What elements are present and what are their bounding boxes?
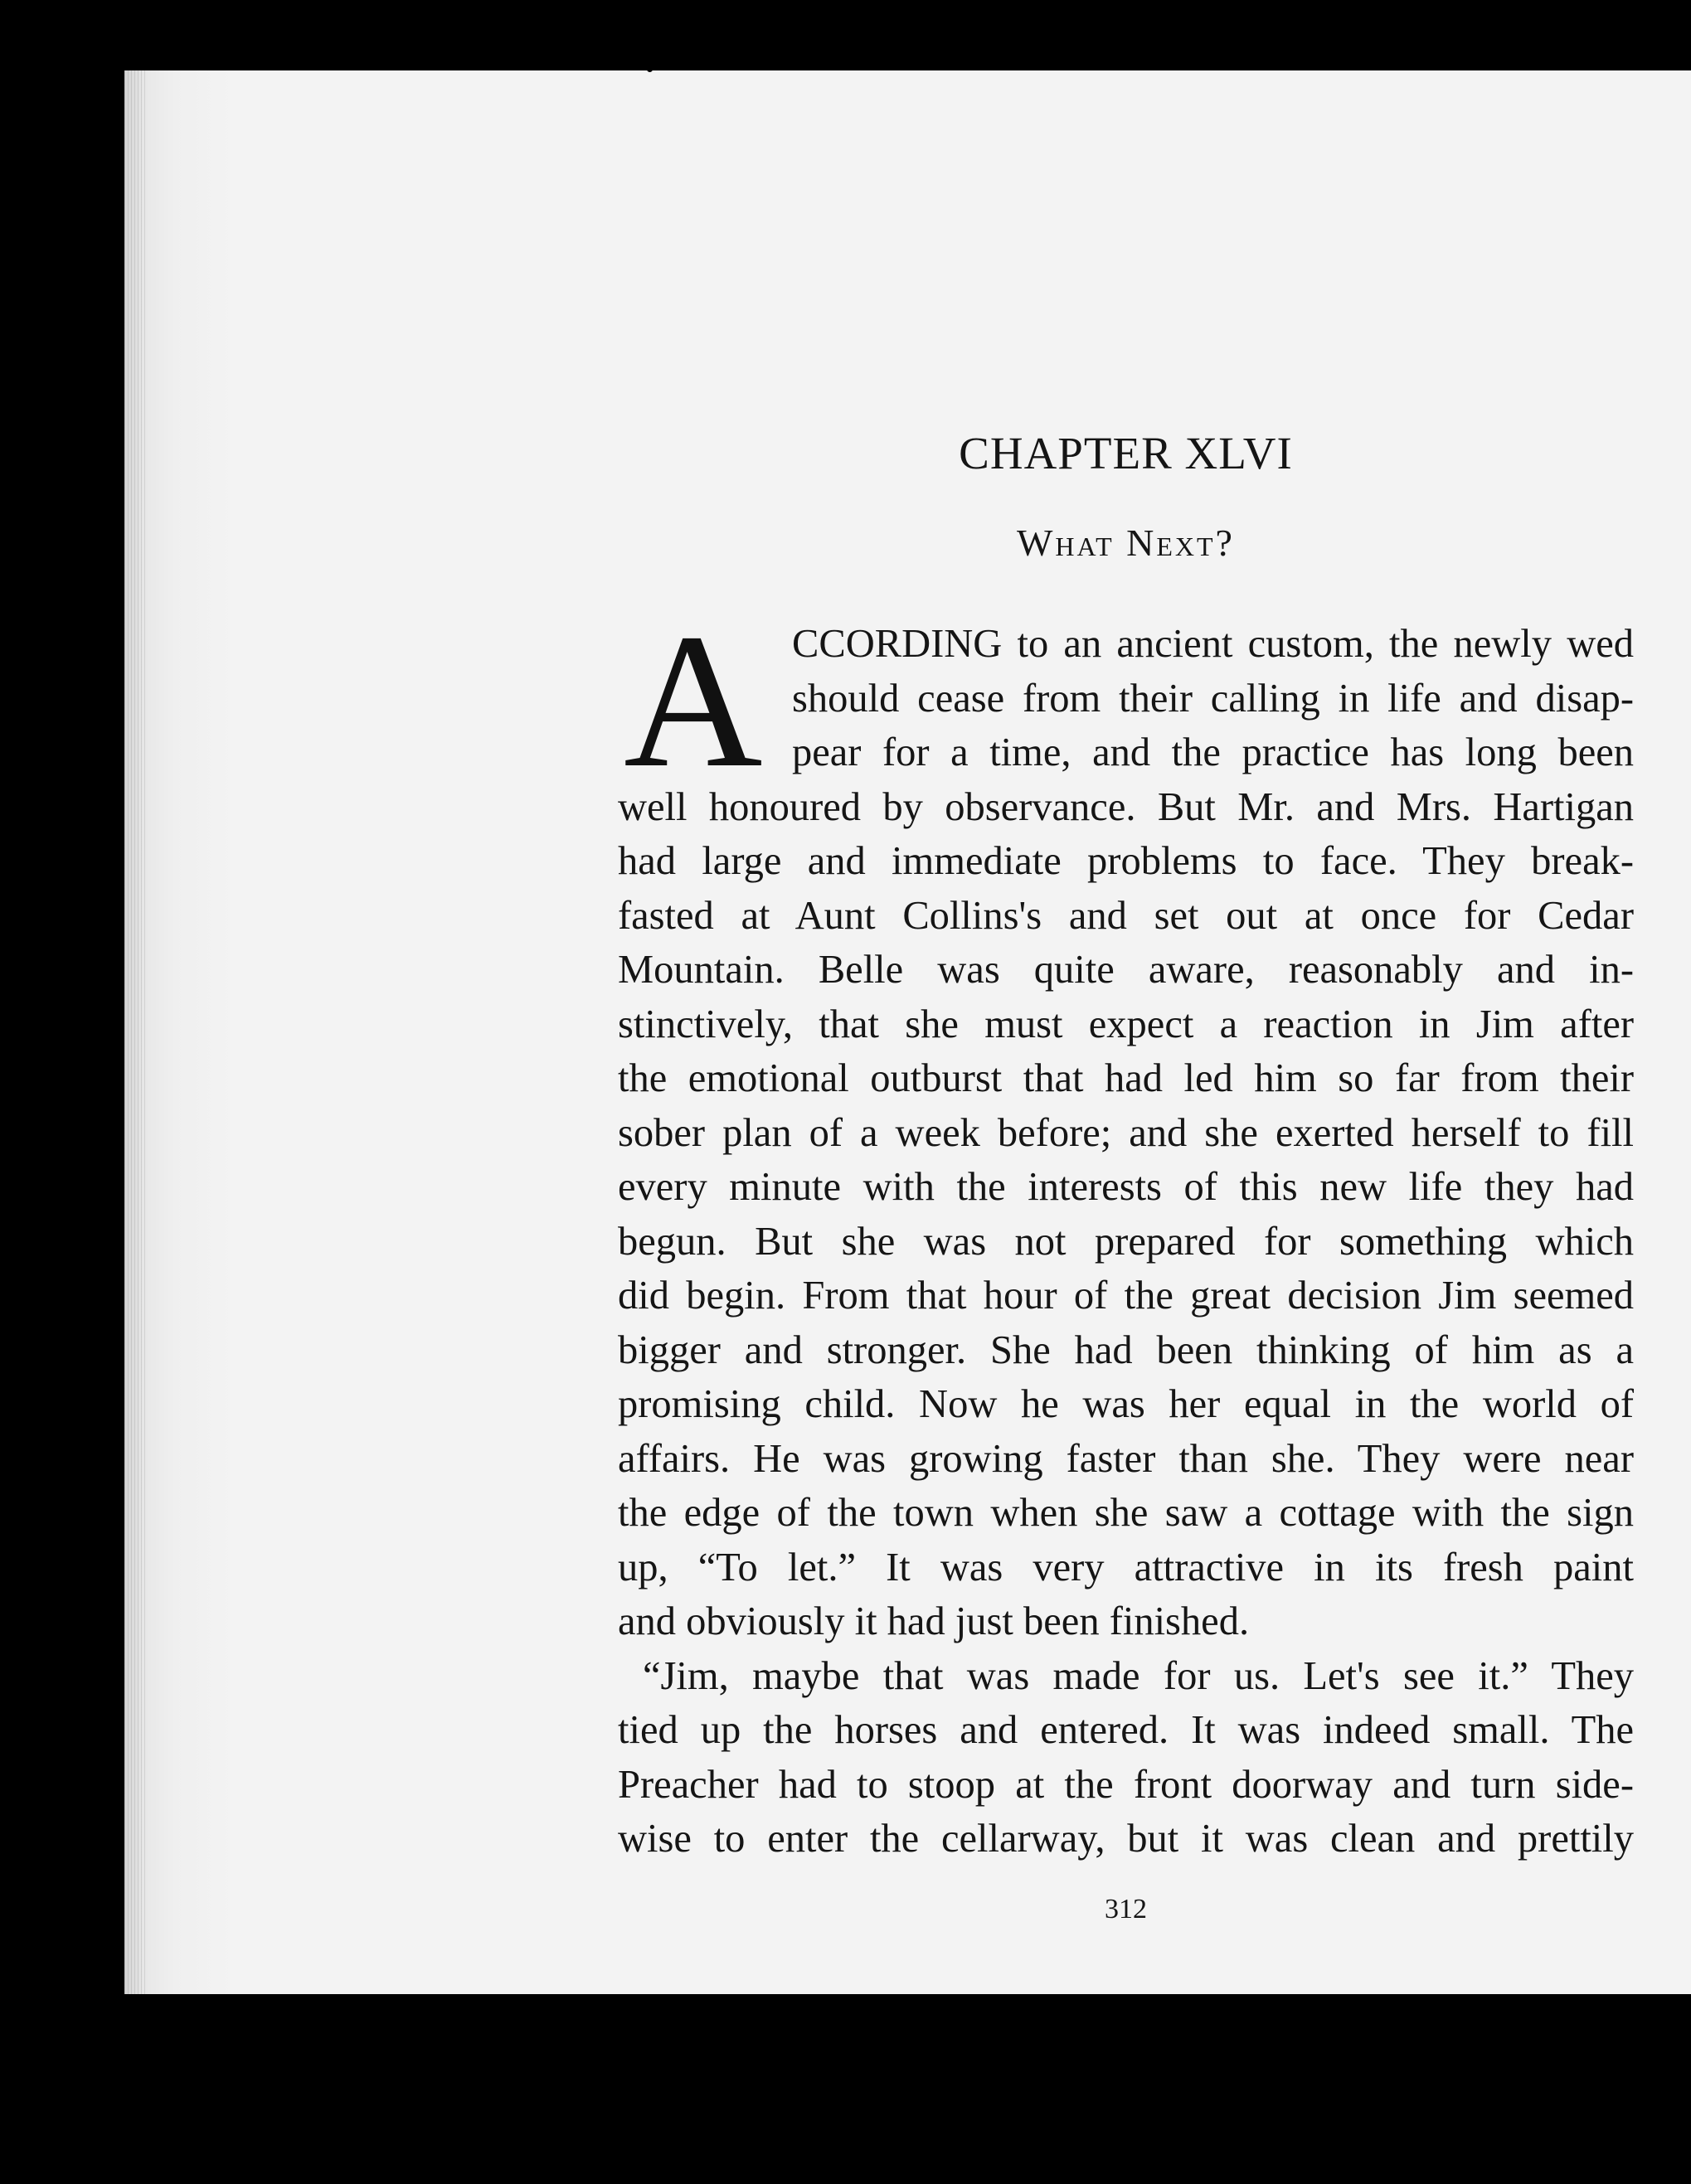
text-line: had large and immediate problems to face. They break- [618, 839, 1634, 883]
body-text [618, 595, 1634, 1866]
text-line: should cease from their calling in life and disap- [792, 676, 1634, 721]
text-line: Preacher had to stoop at the front doorway and turn side- [618, 1762, 1634, 1807]
text-line: bigger and stronger. She had been thinking of him as a [618, 1327, 1634, 1372]
text-line: Mountain. Belle was quite aware, reasonably and in- [618, 948, 1634, 992]
text-line: sober plan of a week before; and she exerted herself to fill [618, 1110, 1634, 1155]
text-line: “Jim, maybe that was made for us. Let's see it.” They [643, 1653, 1634, 1698]
chapter-title: CHAPTER XLVI [959, 428, 1293, 478]
text-line: did begin. From that hour of the great decision Jim seemed [618, 1274, 1634, 1318]
text-line: and obviously it had just been finished. [618, 1599, 1250, 1643]
scan-speck [647, 66, 653, 72]
text-line: fasted at Aunt Collins's and set out at once for Cedar [618, 893, 1634, 938]
page-edge-shading [124, 70, 146, 1994]
text-line: pear for a time, and the practice has long been [792, 730, 1634, 774]
text-line: the edge of the town when she saw a cottage with the sign [618, 1491, 1634, 1535]
text-line: tied up the horses and entered. It was indeed small. The [618, 1708, 1634, 1752]
text-line: the emotional outburst that had led him so far from their [618, 1056, 1634, 1100]
text-line: CCORDING to an ancient custom, the newly wed [792, 622, 1634, 666]
scan-speck [40, 1397, 55, 1472]
text-line: stinctively, that she must expect a reaction in Jim after [618, 1002, 1634, 1046]
drop-cap-letter: A [624, 595, 763, 808]
text-line: up, “To let.” It was very attractive in its fresh paint [618, 1545, 1634, 1589]
page-number: 312 [1105, 1894, 1147, 1924]
text-line: every minute with the interests of this new life they had [618, 1165, 1634, 1209]
text-line: well honoured by observance. But Mr. and Mrs. Hartigan [618, 784, 1634, 829]
text-line: promising child. Now he was her equal in the world of [618, 1382, 1634, 1426]
text-line: wise to enter the cellarway, but it was clean and prettily [618, 1817, 1634, 1861]
text-line: affairs. He was growing faster than she. They were near [618, 1436, 1634, 1481]
chapter-subtitle: What Next? [1017, 522, 1235, 564]
text-line: begun. But she was not prepared for something which [618, 1219, 1634, 1264]
